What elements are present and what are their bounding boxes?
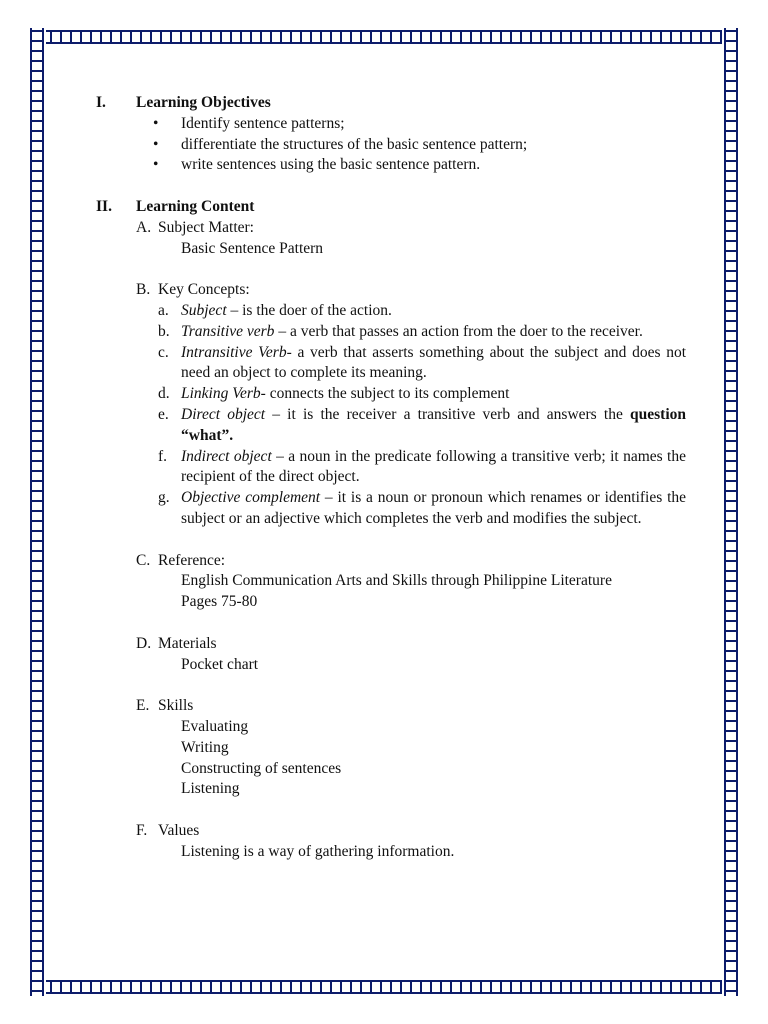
list-item — [158, 488, 686, 530]
subheading-key-concepts — [96, 280, 686, 301]
subheading-label: Subject Matter: — [158, 218, 254, 236]
lesson-plan-content — [96, 93, 686, 862]
list-item — [158, 405, 686, 447]
subheading-letter: B. — [136, 281, 151, 299]
list-item — [158, 447, 686, 489]
concept-term: Subject — [181, 301, 227, 319]
concept-definition: - connects the subject to its complement — [260, 385, 510, 403]
spacer — [96, 675, 686, 696]
section-numeral: II. — [96, 197, 112, 215]
item-letter: a. — [158, 301, 169, 319]
subheading-subject-matter — [96, 218, 686, 239]
concept-definition: - a verb that asserts something about the subject and does not need an object to complete its meaning. — [181, 343, 687, 382]
list-item — [151, 114, 686, 135]
bullet-icon: • — [153, 135, 159, 153]
item-letter: e. — [158, 405, 169, 423]
subject-matter-value: Basic Sentence Pattern — [181, 239, 324, 257]
subheading-label: Values — [158, 821, 200, 839]
objective-text: Identify sentence patterns; — [181, 114, 345, 132]
concept-term: Direct object — [181, 405, 266, 423]
section-title: Learning Objectives — [136, 94, 271, 111]
item-letter: g. — [158, 489, 170, 507]
border-right — [722, 28, 740, 996]
materials-item: Pocket chart — [181, 655, 259, 673]
skills-item: Writing — [181, 738, 229, 756]
bullet-icon: • — [153, 114, 159, 132]
values-item: Listening is a way of gathering information. — [181, 842, 455, 860]
concept-term: Linking Verb — [181, 385, 261, 403]
subheading-letter: C. — [136, 551, 151, 569]
bullet-icon: • — [153, 156, 159, 174]
list-item — [158, 384, 686, 405]
list-item — [158, 322, 686, 343]
skills-item: Evaluating — [181, 717, 249, 735]
skills-item: Listening — [181, 780, 240, 798]
subheading-letter: E. — [136, 697, 150, 715]
concept-definition: – it is the receiver a transitive verb and answers the — [265, 405, 630, 423]
border-left — [28, 28, 46, 996]
spacer — [96, 613, 686, 634]
subheading-letter: D. — [136, 634, 152, 652]
subheading-skills — [96, 696, 686, 717]
concept-definition: – a noun in the predicate following a transitive verb; it names the recipient of the direct object. — [181, 447, 686, 486]
border-bottom — [28, 978, 740, 996]
subheading-materials — [96, 634, 686, 655]
subheading-values — [96, 821, 686, 842]
subheading-label: Key Concepts: — [158, 281, 250, 299]
section-numeral: I. — [96, 94, 106, 111]
skills-item: Constructing of sentences — [181, 759, 342, 777]
border-top — [28, 28, 740, 46]
spacer — [96, 259, 686, 280]
key-concepts-list — [96, 301, 686, 530]
concept-term: Objective complement — [181, 489, 321, 507]
list-item — [158, 343, 687, 385]
section-heading-content — [96, 197, 686, 218]
item-letter: f. — [158, 447, 168, 465]
subheading-letter: A. — [136, 218, 152, 236]
section-title: Learning Content — [136, 197, 255, 215]
spacer — [96, 530, 686, 551]
item-letter: b. — [158, 322, 170, 340]
concept-term: Indirect object — [181, 447, 272, 465]
concept-term: Intransitive Verb — [181, 343, 287, 361]
list-item — [151, 135, 686, 156]
reference-title: English Communication Arts and Skills through Philippine Literature — [181, 572, 612, 590]
concept-definition: – it is a noun or pronoun which renames or identifies the subject or an adjective which completes the verb and modifies the subject. — [181, 489, 686, 527]
spacer — [96, 176, 686, 197]
subheading-letter: F. — [136, 821, 148, 839]
objective-text: differentiate the structures of the basic sentence pattern; — [181, 135, 528, 153]
subheading-reference — [96, 551, 686, 572]
item-letter: c. — [158, 343, 169, 361]
concept-definition: – a verb that passes an action from the doer to the receiver. — [274, 322, 643, 340]
concept-term: Transitive verb — [181, 322, 275, 340]
concept-definition: – is the doer of the action. — [226, 301, 392, 319]
subheading-label: Skills — [158, 697, 194, 715]
section-heading-objectives — [96, 93, 686, 114]
subheading-label: Reference: — [158, 551, 226, 569]
concept-definition-bold: question “what”. — [181, 405, 686, 444]
list-item — [158, 301, 686, 322]
spacer — [96, 800, 686, 821]
reference-pages: Pages 75-80 — [181, 593, 258, 611]
objectives-list — [96, 114, 686, 176]
objective-text: write sentences using the basic sentence pattern. — [181, 156, 481, 174]
list-item — [151, 155, 686, 176]
subheading-label: Materials — [158, 634, 217, 652]
item-letter: d. — [158, 385, 170, 403]
